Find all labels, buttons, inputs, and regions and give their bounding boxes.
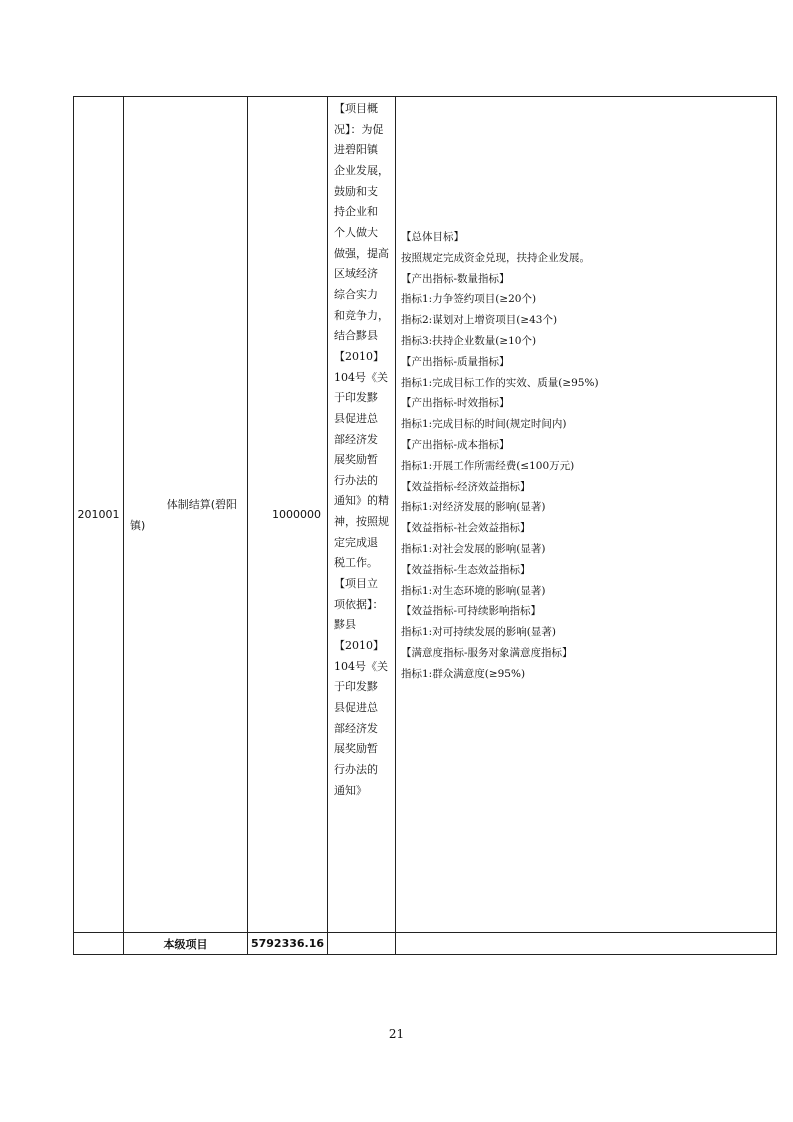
- overview-line: 进碧阳镇: [334, 143, 378, 157]
- overview-line: 做强，提高: [334, 246, 389, 260]
- goal-line: 【产出指标-数量指标】: [401, 272, 510, 285]
- overview-line: 持企业和: [334, 205, 378, 219]
- project-amount: 1000000: [248, 97, 328, 933]
- goal-line: 【产出指标-时效指标】: [401, 397, 510, 410]
- goal-line: 【满意度指标-服务对象满意度指标】: [401, 646, 573, 659]
- overview-line: 和竞争力，: [334, 308, 389, 322]
- overview-line: 于印发黟: [334, 680, 378, 694]
- overview-line: 通知》的精: [334, 494, 389, 508]
- goal-line: 指标1:对可持续发展的影响(显著): [401, 626, 556, 639]
- overview-line: 项依据】：: [334, 597, 384, 611]
- overview-line: 税工作。: [334, 556, 378, 570]
- goal-line: 指标1:完成目标工作的实效、质量(≥95%): [401, 376, 599, 389]
- total-amount: 5792336.16: [248, 933, 328, 955]
- project-name: [124, 97, 248, 933]
- goal-line: 指标1:开展工作所需经费(≤100万元): [401, 459, 575, 472]
- overview-line: 【2010】: [334, 349, 384, 363]
- goal-line: 指标2:谋划对上增资项目(≥43个): [401, 314, 558, 327]
- project-code: 201001: [74, 97, 124, 933]
- table-row: [74, 97, 777, 933]
- total-goals-cell: [396, 933, 777, 955]
- overview-line: 【项目立: [334, 577, 378, 591]
- overview-line: 【项目概: [334, 102, 378, 115]
- goal-line: 【效益指标-可持续影响指标】: [401, 605, 542, 618]
- goal-line: 指标3:扶持企业数量(≥10个): [401, 334, 537, 347]
- overview-line: 区域经济: [334, 267, 378, 281]
- goal-line: 【效益指标-生态效益指标】: [401, 563, 531, 576]
- overview-line: 行办法的: [334, 473, 378, 487]
- overview-line: 综合实力: [334, 287, 378, 301]
- overview-line: 展奖励暂: [334, 742, 378, 756]
- goal-line: 按照规定完成资金兑现，扶持企业发展。: [401, 251, 590, 264]
- overview-line: 况】：为促: [334, 122, 384, 136]
- overview-line: 104号《关: [334, 370, 388, 384]
- overview-line: 县促进总: [334, 701, 378, 715]
- overview-line: 【2010】: [334, 639, 384, 653]
- overview-line: 部经济发: [334, 432, 378, 446]
- goal-line: 【总体目标】: [401, 231, 464, 243]
- goal-line: 【产出指标-质量指标】: [401, 355, 510, 368]
- overview-line: 县促进总: [334, 411, 378, 425]
- goal-line: 指标1:对经济发展的影响(显著): [401, 501, 546, 514]
- goal-line: 指标1:完成目标的时间(规定时间内): [401, 418, 567, 431]
- total-label: 本级项目: [124, 933, 248, 955]
- performance-goals: [396, 97, 777, 933]
- total-code-cell: [74, 933, 124, 955]
- overview-line: 部经济发: [334, 721, 378, 735]
- overview-line: 结合黟县: [334, 329, 378, 343]
- total-row: [74, 933, 777, 955]
- goal-line: 【效益指标-经济效益指标】: [401, 480, 531, 493]
- project-name-line2: 镇): [130, 518, 146, 532]
- project-name-line1: 体制结算(碧阳: [166, 497, 237, 511]
- overview-line: 于印发黟: [334, 391, 378, 405]
- page-number: 21: [388, 1027, 405, 1041]
- overview-line: 黟县: [334, 618, 356, 632]
- goal-line: 指标1:力争签约项目(≥20个): [401, 293, 537, 306]
- goal-line: 【效益指标-社会效益指标】: [401, 522, 531, 535]
- goal-line: 指标1:群众满意度(≥95%): [401, 667, 526, 680]
- overview-line: 展奖励暂: [334, 453, 378, 467]
- project-overview: [328, 97, 396, 933]
- overview-line: 个人做大: [334, 225, 378, 239]
- total-overview-cell: [328, 933, 396, 955]
- overview-line: 通知》: [334, 783, 367, 797]
- overview-line: 鼓励和支: [334, 184, 378, 198]
- project-table: [73, 96, 777, 955]
- overview-line: 神，按照规: [334, 515, 389, 529]
- overview-line: 104号《关: [334, 659, 388, 673]
- goal-line: 指标1:对社会发展的影响(显著): [401, 542, 546, 555]
- overview-line: 行办法的: [334, 763, 378, 776]
- goal-line: 【产出指标-成本指标】: [401, 438, 510, 451]
- overview-line: 企业发展，: [334, 163, 389, 177]
- goal-line: 指标1:对生态环境的影响(显著): [401, 584, 546, 597]
- overview-line: 定完成退: [334, 535, 378, 549]
